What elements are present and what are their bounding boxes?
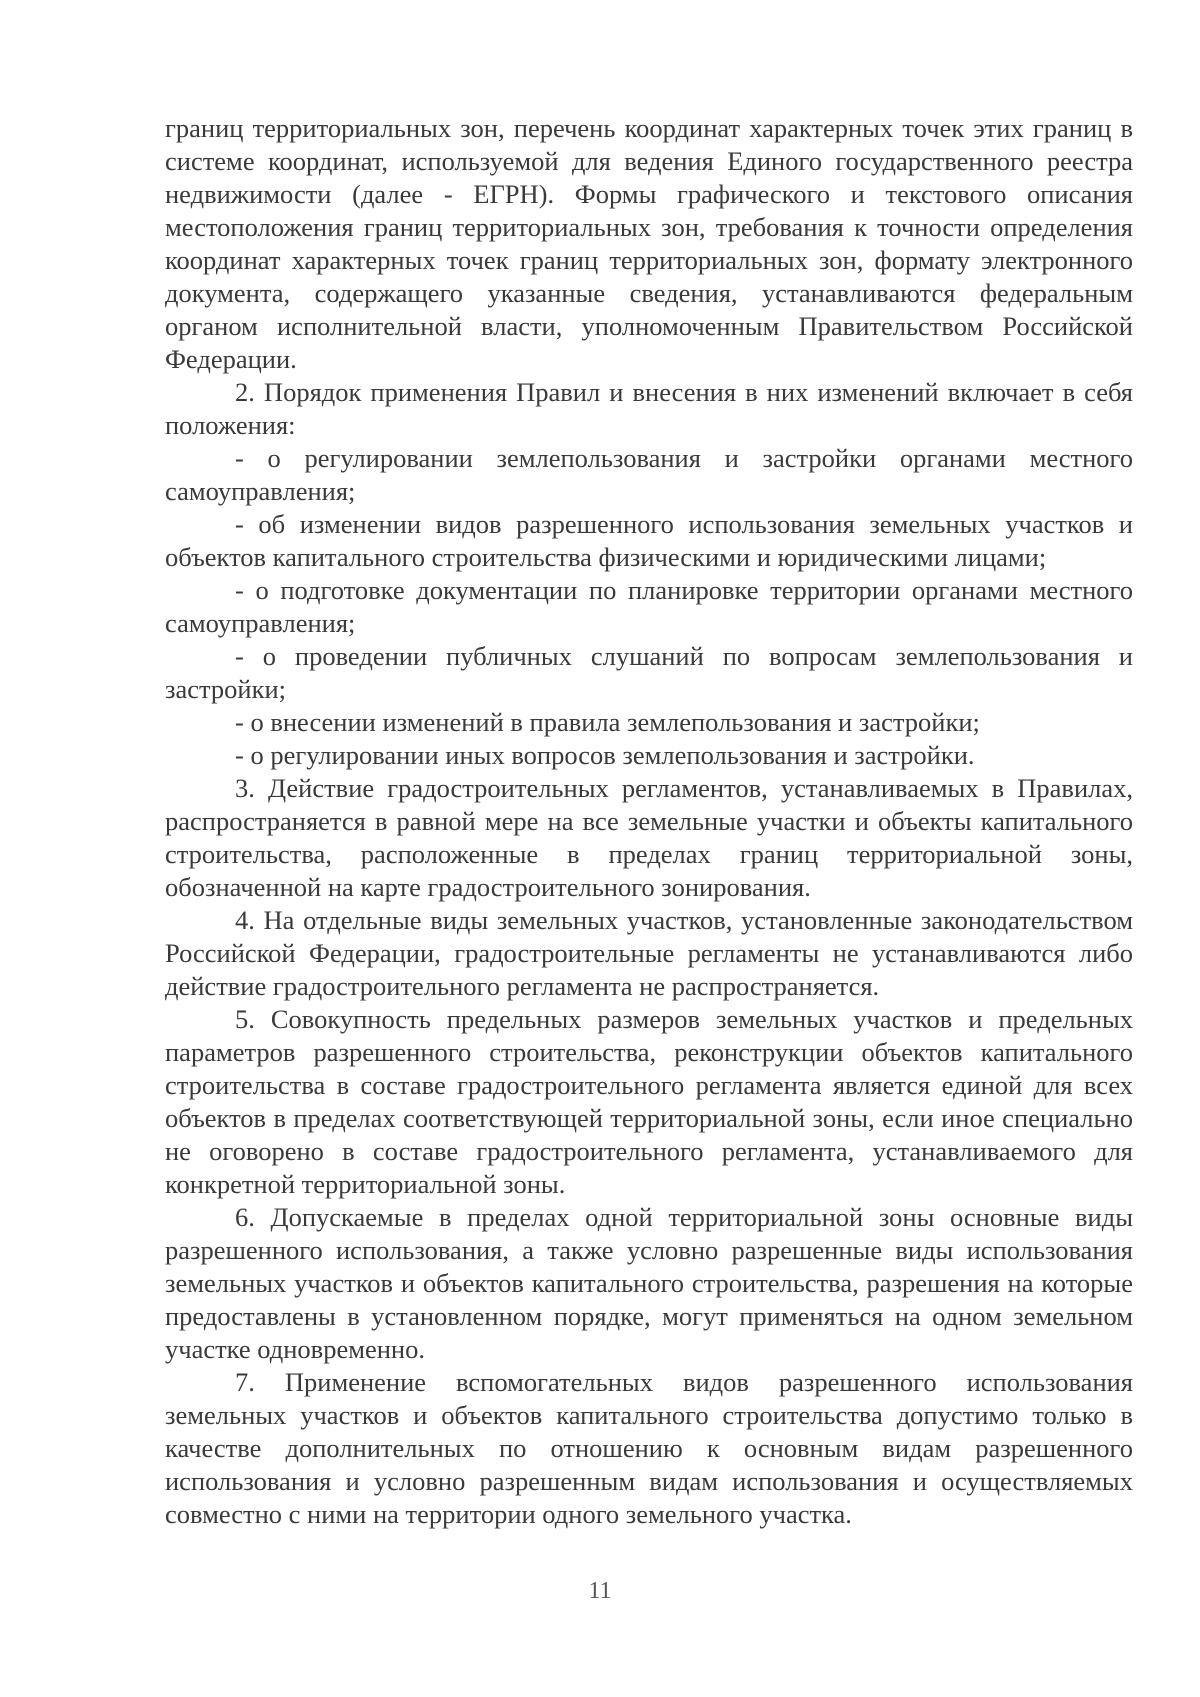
list-item: - о регулировании иных вопросов землепользования и застройки. <box>235 740 975 770</box>
paragraph-continuation: границ территориальных зон, перечень координат характерных точек этих границ в системе координат, используемой для ведения Единого государственного реестра недвижимости (далее - ЕГРН). Формы графического и текстового описания местоположения границ территориальных зон, требования к точности определения координат характерных точек границ территориальных зон, формату электронного документа, содержащего указанные сведения, устанавливаются федеральным органом исполнительной власти, уполномоченным Правительством Российской Федерации. <box>165 113 1133 374</box>
document-body <box>165 112 1133 1531</box>
list-item: - об изменении видов разрешенного использования земельных участков и объектов капитального строительства физическими и юридическими лицами; <box>165 509 1133 572</box>
list-item: - о регулировании землепользования и застройки органами местного самоуправления; <box>165 443 1133 506</box>
paragraph-item-2: 2. Порядок применения Правил и внесения в них изменений включает в себя положения: <box>165 377 1133 440</box>
paragraph-item-3: 3. Действие градостроительных регламентов, устанавливаемых в Правилах, распространяется в равной мере на все земельные участки и объекты капитального строительства, расположенные в пределах границ территориальной зоны, обозначенной на карте градостроительного зонирования. <box>165 773 1133 902</box>
paragraph-item-4: 4. На отдельные виды земельных участков, установленные законодательством Российской Федерации, градостроительные регламенты не устанавливаются либо действие градостроительного регламента не распространяется. <box>165 905 1133 1001</box>
list-item: - о проведении публичных слушаний по вопросам землепользования и застройки; <box>165 641 1133 704</box>
page-number: 11 <box>588 1578 612 1604</box>
paragraph-item-7: 7. Применение вспомогательных видов разрешенного использования земельных участков и объектов капитального строительства допустимо только в качестве дополнительных по отношению к основным видам разрешенного использования и условно разрешенным видам использования и осуществляемых совместно с ними на территории одного земельного участка. <box>165 1367 1133 1529</box>
paragraph-item-6: 6. Допускаемые в пределах одной территориальной зоны основные виды разрешенного использования, а также условно разрешенные виды использования земельных участков и объектов капитального строительства, разрешения на которые предоставлены в установленном порядке, могут применяться на одном земельном участке одновременно. <box>165 1202 1133 1364</box>
list-item: - о внесении изменений в правила землепользования и застройки; <box>235 707 980 737</box>
list-item: - о подготовке документации по планировке территории органами местного самоуправления; <box>165 575 1133 638</box>
paragraph-item-5: 5. Совокупность предельных размеров земельных участков и предельных параметров разрешенного строительства, реконструкции объектов капитального строительства в составе градостроительного регламента является единой для всех объектов в пределах соответствующей территориальной зоны, если иное специально не оговорено в составе градостроительного регламента, устанавливаемого для конкретной территориальной зоны. <box>165 1004 1133 1199</box>
